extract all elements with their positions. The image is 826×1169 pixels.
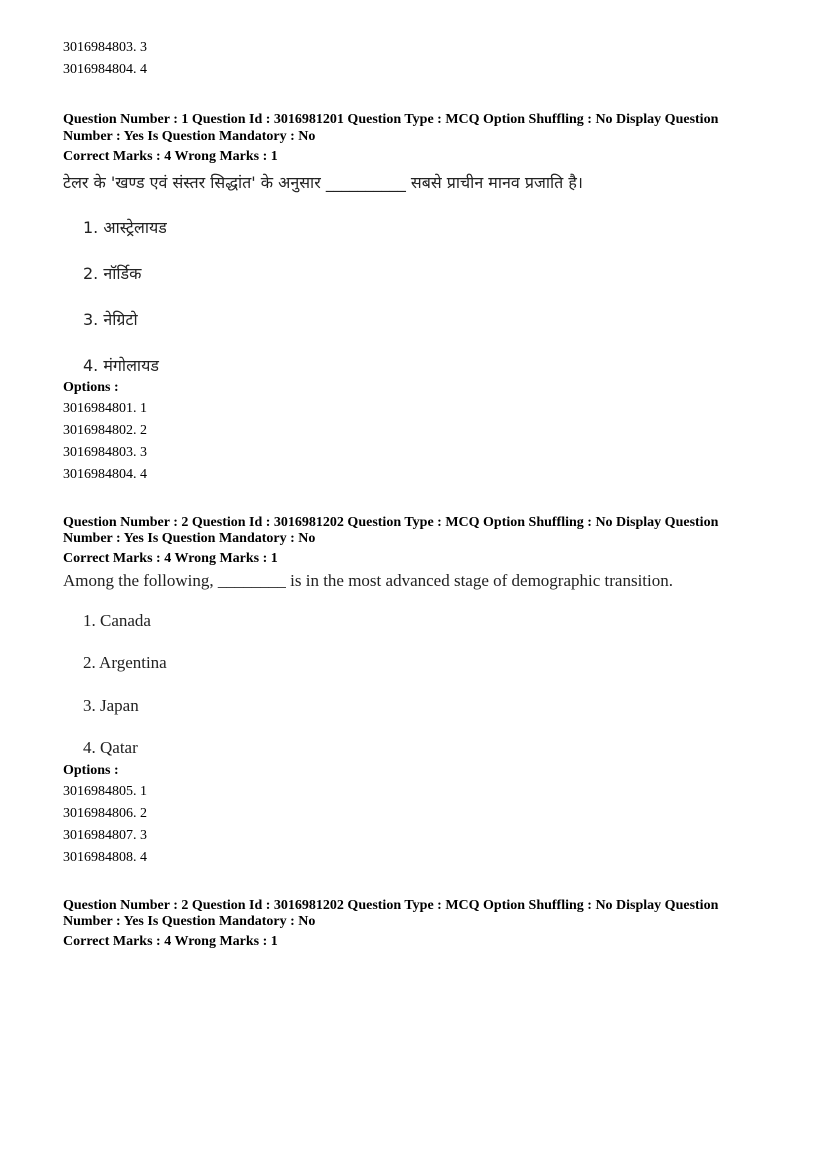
option-id-line: 3016984808. 4 [63, 850, 147, 865]
question-marks: Correct Marks : 4 Wrong Marks : 1 [63, 934, 278, 949]
question-text: Among the following, ________ is in the most advanced stage of demographic transition. [63, 571, 673, 590]
question-header: Question Number : 2 Question Id : 3016981202 Question Type : MCQ Option Shuffling : No Display Question [63, 515, 719, 530]
option-id-line: 3016984801. 1 [63, 401, 147, 416]
answer-choice: 3. नेग्रिटो [83, 310, 138, 329]
question-text: टेलर के 'खण्ड एवं संस्तर सिद्धांत' के अनुसार __________ सबसे प्राचीन मानव प्रजाति है। [63, 173, 583, 192]
option-id-line: 3016984803. 3 [63, 40, 147, 55]
answer-choice: 2. Argentina [83, 653, 167, 672]
answer-choice: 1. Canada [83, 611, 151, 630]
question-header-continued: Number : Yes Is Question Mandatory : No [63, 914, 316, 929]
answer-choice: 1. आस्ट्रेलायड [83, 218, 167, 237]
answer-choice: 4. मंगोलायड [83, 356, 159, 375]
option-id-line: 3016984802. 2 [63, 423, 147, 438]
answer-choice: 3. Japan [83, 696, 139, 715]
option-id-line: 3016984804. 4 [63, 62, 147, 77]
option-id-line: 3016984807. 3 [63, 828, 147, 843]
options-label: Options : [63, 380, 119, 395]
question-header: Question Number : 2 Question Id : 3016981202 Question Type : MCQ Option Shuffling : No Display Question [63, 898, 719, 913]
question-header-continued: Number : Yes Is Question Mandatory : No [63, 531, 316, 546]
question-header-continued: Number : Yes Is Question Mandatory : No [63, 129, 316, 144]
option-id-line: 3016984806. 2 [63, 806, 147, 821]
answer-choice: 2. नॉर्डिक [83, 264, 142, 283]
option-id-line: 3016984803. 3 [63, 445, 147, 460]
option-id-line: 3016984805. 1 [63, 784, 147, 799]
options-label: Options : [63, 763, 119, 778]
question-marks: Correct Marks : 4 Wrong Marks : 1 [63, 149, 278, 164]
question-header: Question Number : 1 Question Id : 3016981201 Question Type : MCQ Option Shuffling : No Display Question [63, 112, 719, 127]
question-marks: Correct Marks : 4 Wrong Marks : 1 [63, 551, 278, 566]
option-id-line: 3016984804. 4 [63, 467, 147, 482]
answer-choice: 4. Qatar [83, 738, 138, 757]
